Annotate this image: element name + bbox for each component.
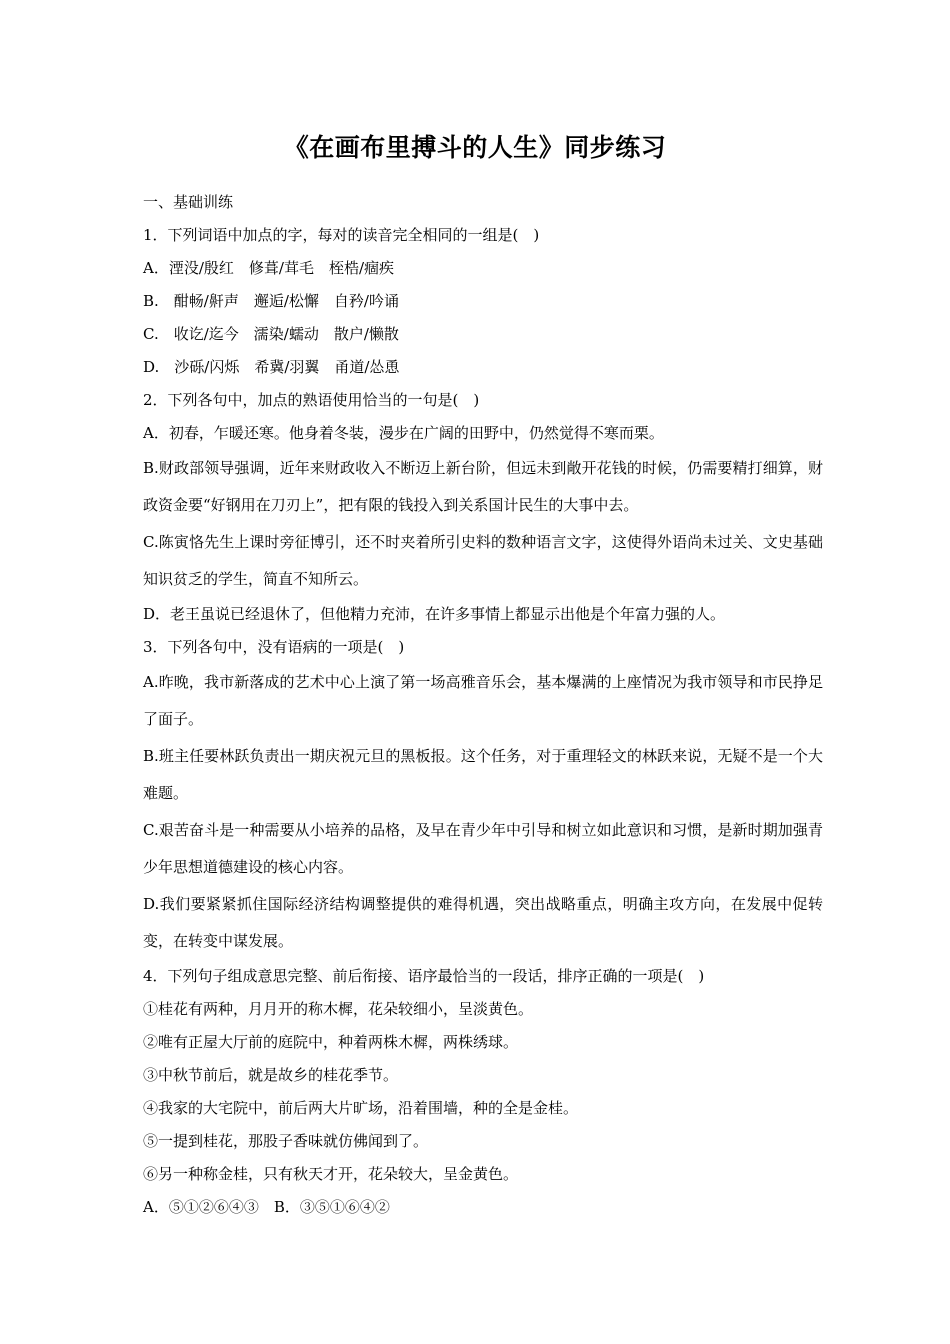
question-4-options: A．⑤①②⑥④③ B．③⑤①⑥④② xyxy=(143,1198,390,1216)
question-4-sentence-4: ④我家的大宅院中，前后两大片旷场，沿着围墙，种的全是金桂。 xyxy=(143,1099,579,1117)
section-heading: 一、基础训练 xyxy=(143,193,234,211)
page-title: 《在画布里搏斗的人生》同步练习 xyxy=(283,133,667,162)
document-body xyxy=(143,186,823,1224)
question-3-option-a: A.昨晚，我市新落成的艺术中心上演了第一场高雅音乐会，基本爆满的上座情况为我市领导和市民挣足了面子。 xyxy=(143,673,823,728)
question-4-sentence-3: ③中秋节前后，就是故乡的桂花季节。 xyxy=(143,1066,399,1084)
question-1-option-b: B. 酣畅/鼾声 邂逅/松懈 自矜/吟诵 xyxy=(143,292,399,310)
question-4-sentence-2: ②唯有正屋大厅前的庭院中，种着两株木樨，两株绣球。 xyxy=(143,1033,519,1051)
question-4-sentence-1: ①桂花有两种，月月开的称木樨，花朵较细小，呈淡黄色。 xyxy=(143,1000,534,1018)
question-4-stem: 4．下列句子组成意思完整、前后衔接、语序最恰当的一段话，排序正确的一项是( ) xyxy=(143,967,705,985)
question-4-sentence-5: ⑤一提到桂花，那股子香味就仿佛闻到了。 xyxy=(143,1132,429,1150)
question-2-option-b: B.财政部领导强调，近年来财政收入不断迈上新台阶，但远未到敞开花钱的时候，仍需要精打细算，财政资金要“好钢用在刀刃上”，把有限的钱投入到关系国计民生的大事中去。 xyxy=(143,459,823,514)
question-2-option-a: A．初春，乍暖还寒。他身着冬装，漫步在广阔的田野中，仍然觉得不寒而栗。 xyxy=(143,424,664,442)
question-3-option-c: C.艰苦奋斗是一种需要从小培养的品格，及早在青少年中引导和树立如此意识和习惯，是新时期加强青少年思想道德建设的核心内容。 xyxy=(143,821,823,876)
question-3-option-d: D.我们要紧紧抓住国际经济结构调整提供的难得机遇，突出战略重点，明确主攻方向，在发展中促转变，在转变中谋发展。 xyxy=(143,895,823,950)
question-1-option-c: C. 收讫/迄今 濡染/蠕动 散户/懒散 xyxy=(143,325,399,343)
question-3-stem: 3．下列各句中，没有语病的一项是( ) xyxy=(143,638,405,656)
question-2-option-c: C.陈寅恪先生上课时旁征博引，还不时夹着所引史料的数种语言文字，这使得外语尚未过关、文史基础知识贫乏的学生，简直不知所云。 xyxy=(143,533,823,588)
question-1-option-a: A．湮没/殷红 修葺/茸毛 桎梏/痼疾 xyxy=(143,259,394,277)
question-4-sentence-6: ⑥另一种称金桂，只有秋天才开，花朵较大，呈金黄色。 xyxy=(143,1165,519,1183)
question-2-option-d: D．老王虽说已经退休了，但他精力充沛，在许多事情上都显示出他是个年富力强的人。 xyxy=(143,605,726,623)
question-1-stem: 1．下列词语中加点的字，每对的读音完全相同的一组是( ) xyxy=(143,226,540,244)
question-1-option-d: D. 沙砾/闪烁 希冀/羽翼 甬道/怂恿 xyxy=(143,358,400,376)
question-3-option-b: B.班主任要林跃负责出一期庆祝元旦的黑板报。这个任务，对于重理轻文的林跃来说，无疑不是一个大难题。 xyxy=(143,747,823,802)
question-2-stem: 2．下列各句中，加点的熟语使用恰当的一句是( ) xyxy=(143,391,480,409)
